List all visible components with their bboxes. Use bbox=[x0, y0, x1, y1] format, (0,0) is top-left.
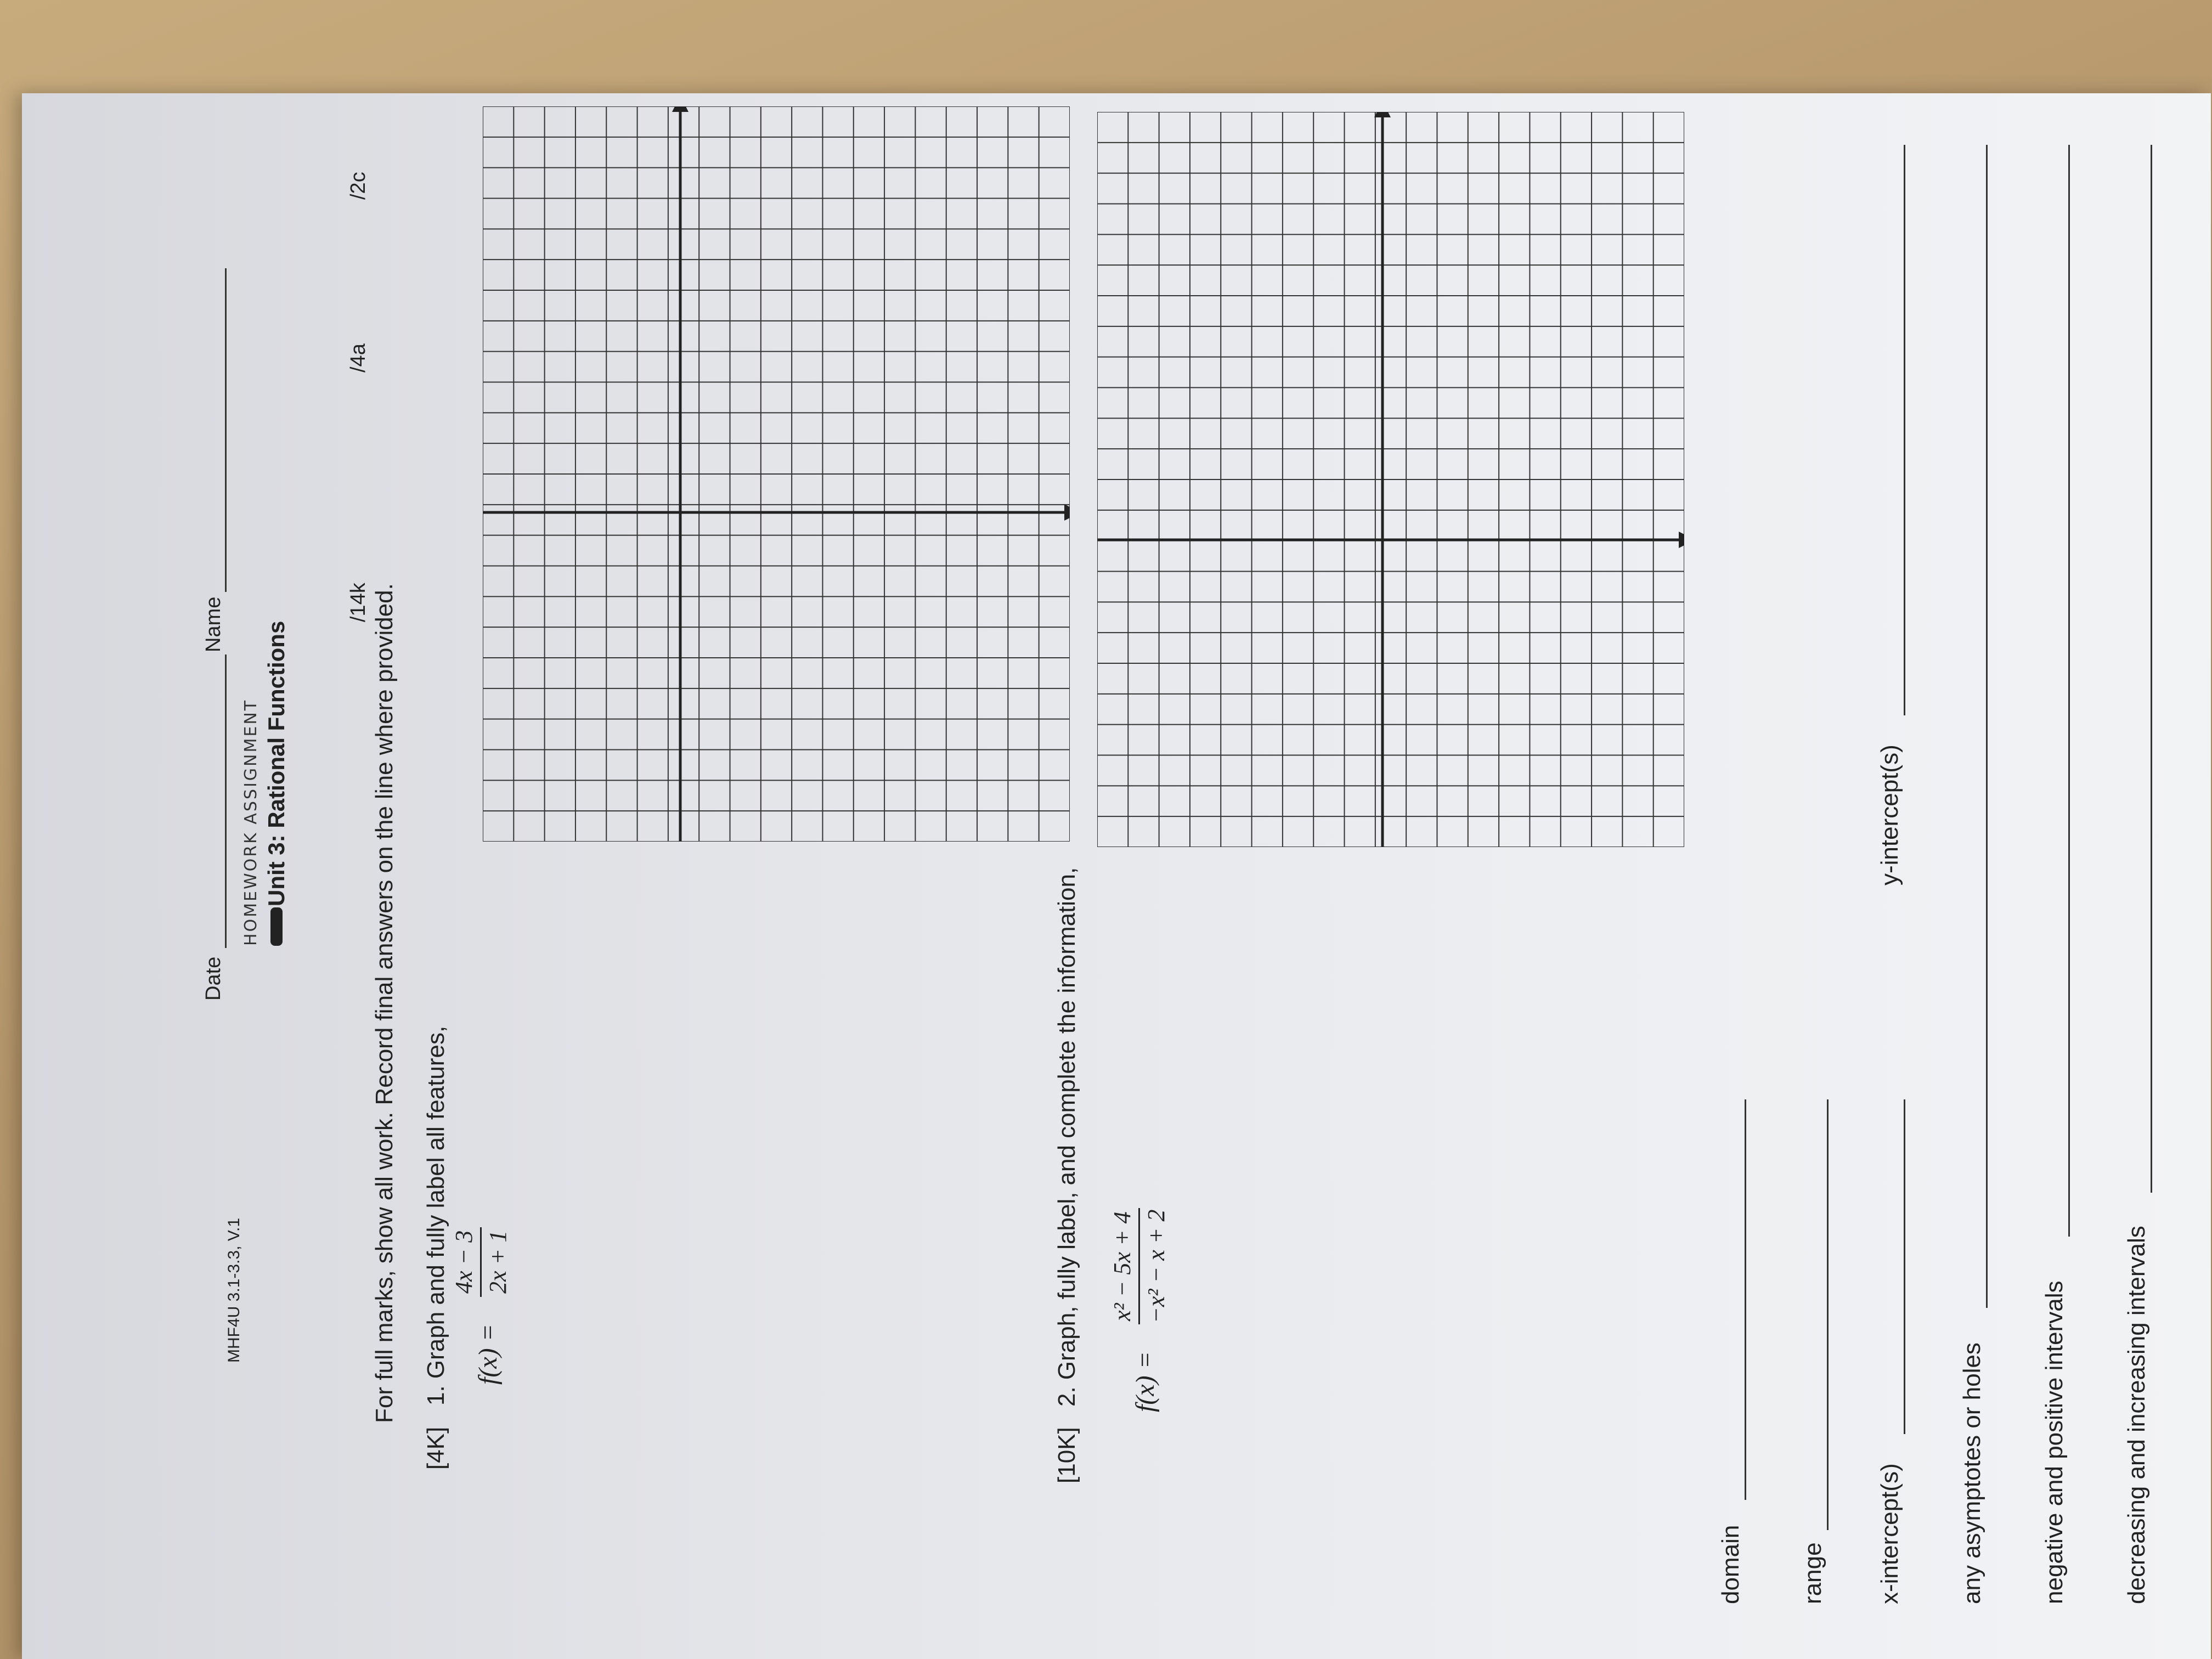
q1-denominator: 2x + 1 bbox=[484, 1230, 511, 1294]
grid-1-x-arrow-icon bbox=[672, 106, 689, 112]
domain-line[interactable] bbox=[1745, 1099, 1746, 1500]
worksheet-page bbox=[22, 93, 2211, 1659]
y-intercepts-line[interactable] bbox=[1904, 145, 1905, 715]
q2-fraction bbox=[1108, 1208, 1170, 1324]
x-intercepts-label: x-intercept(s) bbox=[1876, 1463, 1903, 1604]
marks-knowledge: /14k bbox=[347, 583, 370, 622]
marks-application: /4a bbox=[347, 343, 370, 373]
crossed-out-word bbox=[270, 907, 283, 946]
range-label: range bbox=[1799, 1542, 1826, 1604]
neg-pos-intervals-label: negative and positive intervals bbox=[2041, 1280, 2068, 1604]
q2-function-lhs: f(x) = bbox=[1131, 1351, 1160, 1412]
q1-text: 1. Graph and fully label all features, bbox=[422, 1025, 449, 1406]
neg-pos-intervals-line[interactable] bbox=[2068, 145, 2070, 1237]
domain-label: domain bbox=[1717, 1525, 1744, 1604]
asymptotes-label: any asymptotes or holes bbox=[1959, 1342, 1985, 1604]
marks-communication: /2c bbox=[347, 172, 370, 200]
q2-numerator: x² − 5x + 4 bbox=[1108, 1208, 1140, 1324]
date-label: Date bbox=[202, 956, 225, 1001]
grid-1-lines bbox=[483, 106, 1070, 842]
course-code: MHF4U 3.1-3.3, V.1 bbox=[225, 1217, 243, 1363]
q2-denominator: −x² − x + 2 bbox=[1143, 1209, 1170, 1323]
q1-function-lhs: f(x) = bbox=[473, 1324, 503, 1385]
q1-points: [4K] bbox=[422, 1426, 449, 1470]
q2-text: 2. Graph, fully label, and complete the information, bbox=[1053, 867, 1080, 1407]
q2-points: [10K] bbox=[1053, 1427, 1080, 1483]
name-label: Name bbox=[202, 596, 225, 652]
x-intercepts-line[interactable] bbox=[1904, 1099, 1905, 1434]
grid-2-y-arrow-icon bbox=[1679, 532, 1684, 548]
dec-inc-intervals-label: decreasing and increasing intervals bbox=[2123, 1226, 2150, 1604]
y-intercepts-label: y-intercept(s) bbox=[1876, 744, 1903, 885]
q1-fraction bbox=[450, 1227, 512, 1297]
asymptotes-line[interactable] bbox=[1986, 145, 1988, 1308]
instructions: For full marks, show all work. Record final answers on the line where provided. bbox=[371, 583, 398, 1423]
range-line[interactable] bbox=[1827, 1099, 1829, 1530]
grid-2-x-arrow-icon bbox=[1374, 112, 1391, 117]
dec-inc-intervals-line[interactable] bbox=[2151, 145, 2152, 1193]
q1-numerator: 4x − 3 bbox=[450, 1227, 482, 1297]
date-line[interactable] bbox=[225, 654, 227, 948]
name-line[interactable] bbox=[225, 268, 227, 592]
graph-grid-1[interactable] bbox=[483, 106, 1070, 842]
graph-grid-2[interactable] bbox=[1097, 112, 1684, 847]
unit-title: Unit 3: Rational Functions bbox=[263, 620, 289, 906]
grid-1-y-arrow-icon bbox=[1064, 504, 1070, 521]
handwritten-label: HOMEWORK ASSIGNMENT bbox=[241, 698, 261, 946]
grid-2-lines bbox=[1097, 112, 1684, 847]
worksheet-paper bbox=[22, 93, 2211, 1659]
